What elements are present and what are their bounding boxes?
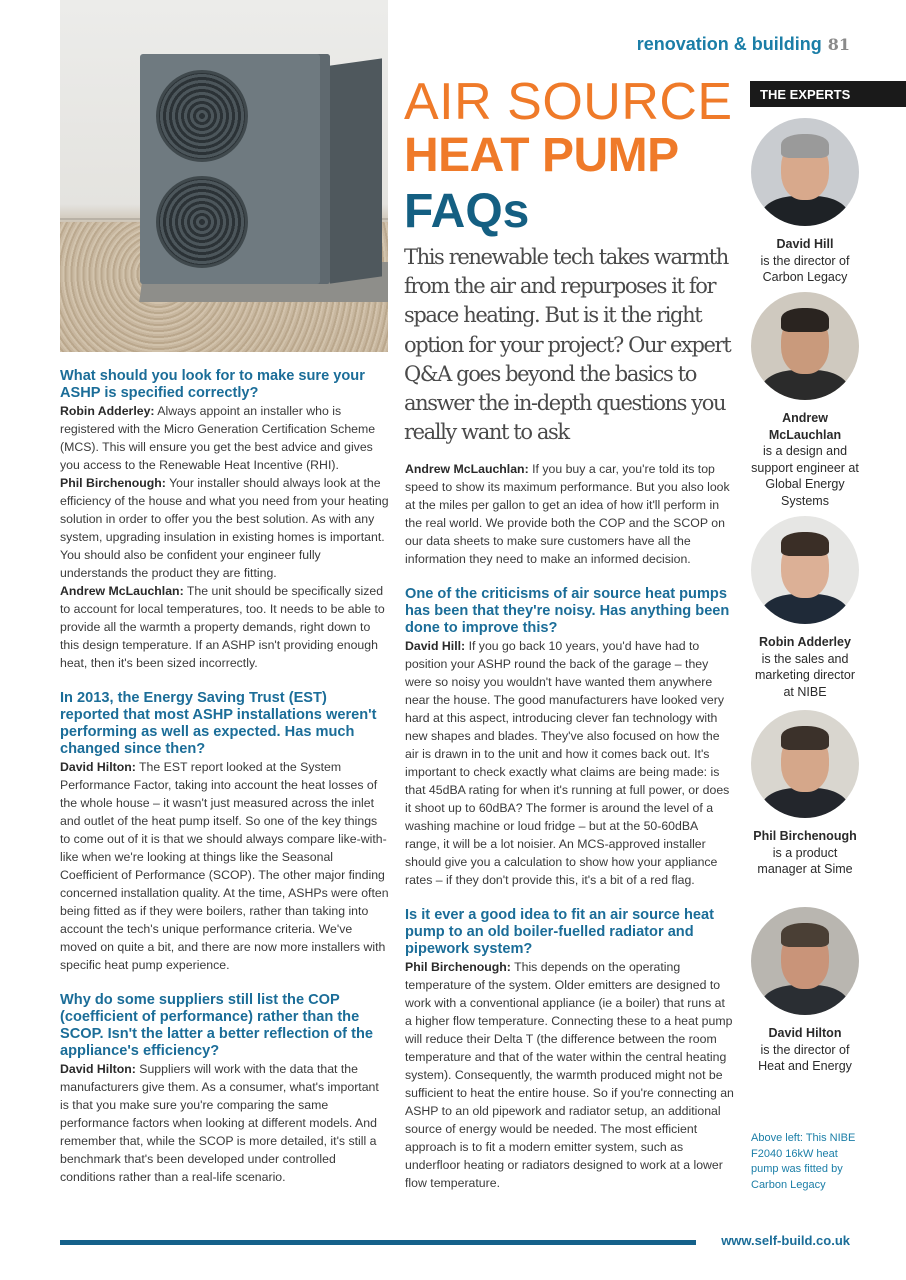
expert-role: is the director of Heat and Energy xyxy=(758,1042,852,1073)
speaker-name: Andrew McLauchlan: xyxy=(60,584,184,598)
avatar xyxy=(751,710,859,818)
speaker-name: Robin Adderley: xyxy=(60,404,155,418)
avatar xyxy=(751,118,859,226)
section-label: renovation & building 81 xyxy=(636,34,850,54)
avatar xyxy=(751,907,859,1015)
intro-standfirst: This renewable tech takes warmth from the air and repurposes it for space heating. But is it the right option for your project? Our expert Q&A goes beyond the basics to answer the in-depth questions you really want to ask xyxy=(404,245,731,445)
page-number: 81 xyxy=(827,35,850,54)
answer-text: If you buy a car, you're told its top speed to show its maximum performance. But you also look at the miles per gallon to get an idea of how it'll perform in the real world. We provide both the COP and the SCOP on our data sheets to make sure customers have all the information they need to make an informed decision. xyxy=(405,462,730,566)
answer-text: The unit should be specifically sized to account for local temperatures, too. It needs to be able to provide all the warmth a property demands, right down to this design temperature. If an ASHP isn't providing enough heat, then it's been sized incorrectly. xyxy=(60,584,385,670)
expert-name: David Hilton xyxy=(768,1026,842,1040)
speaker-name: David Hilton: xyxy=(60,760,136,774)
speaker-name: Phil Birchenough: xyxy=(60,476,166,490)
expert-role: is a product manager at Sime xyxy=(757,845,853,876)
answer-text: Always appoint an installer who is registered with the Micro Generation Certification Scheme (MCS). This will ensure you get the best advice and gives you access to the Renewable Heat Incentive (RHI). xyxy=(60,404,376,472)
answer-text: This depends on the operating temperature of the system. Older emitters are designed to work with a conventional appliance (ie a boiler) that runs at a higher flow temperature. Connecting these to a heat pump will reduce their Delta T (the difference between the room temperature and that of the water within the central heating system). Consequently, the warmth produced might not be sufficient to heat the entire house. So if you're connecting an ASHP to an old pipework and radiator setup, an additional source of energy would be needed. The most efficient approach is to fit a modern emitter system, such as underfloor heating or radiators designed to work at a lower flow temperature. xyxy=(405,960,734,1190)
footer-url[interactable]: www.self-build.co.uk xyxy=(721,1233,850,1248)
question-heading: Is it ever a good idea to fit an air source heat pump to an old boiler-fuelled radiator and pipework system? xyxy=(405,907,714,957)
fan-grille xyxy=(156,70,248,162)
expert-card xyxy=(750,118,860,286)
title-line-2: HEAT PUMP xyxy=(404,129,679,182)
title-line-3: FAQs xyxy=(404,185,530,238)
footer-rule xyxy=(60,1240,696,1245)
speaker-name: Phil Birchenough: xyxy=(405,960,511,974)
heat-pump-photo xyxy=(60,0,388,352)
speaker-name: David Hilton: xyxy=(60,1062,136,1076)
answer-text: The EST report looked at the System Performance Factor, taking into account the heat losses of the whole house – it wasn't just measured across the inlet and outlet of the heat pump itself. So one of the key things to come out of it is that we should always compare like-with-like when we're looking at things like the Seasonal Coefficient of Performance (SCOP). The other major finding concerned installation quality. At the time, ASHPs were often being fitted as if they were boilers, rather than taking into account the tech's unique performance criteria. We've moved on quite a bit, and there are now more installers with specific heat pump experience. xyxy=(60,760,389,972)
question-heading: Why do some suppliers still list the COP (coefficient of performance) rather than the SCOP. Isn't the latter a better reflection of the appliance's efficiency? xyxy=(60,992,373,1059)
question-heading: In 2013, the Energy Saving Trust (EST) reported that most ASHP installations weren't performing as well as expected. Has much changed since then? xyxy=(60,690,377,757)
question-heading: One of the criticisms of air source heat pumps has been that they're noisy. Has anything been done to improve this? xyxy=(405,586,730,636)
expert-card xyxy=(750,292,860,509)
expert-role: is the sales and marketing director at NIBE xyxy=(754,651,856,699)
answer-text: If you go back 10 years, you'd have had to position your ASHP round the back of the garage – they were so noisy you wouldn't have wanted them anywhere near the house. The good manufacturers have looked very hard at this aspect, introducing clever fan technology with new shapes and blades. They've also focused on how the air is drawn in to the unit and how it comes back out. It's important to check exactly what claims are being made: is that 45dBA rating for when it's running at full power, or does it shoot up to 60dBA? The former is around the level of a washing machine or loud fridge – but at the 50-60dBA range, it will be a lot noisier. An MCS-approved installer should give you a calculation to show how your appliance rates – if they don't provide this, it's a bit of a red flag. xyxy=(405,639,730,887)
expert-card xyxy=(750,710,860,878)
expert-role: is the director of Carbon Legacy xyxy=(760,253,850,284)
expert-name: Phil Birchenough xyxy=(753,829,857,843)
avatar xyxy=(751,516,859,624)
middle-column xyxy=(405,460,735,1192)
title-line-1: AIR SOURCE xyxy=(404,73,733,131)
answer-text: Your installer should always look at the efficiency of the house and what you need from your heating solution in order to offer you the best solution. As with any system, upgrading insulation in existing homes is important. You should also be confident your engineer fully understands the product they are fitting. xyxy=(60,476,389,580)
expert-role: is a design and support engineer at Global Energy Systems xyxy=(751,444,859,508)
speaker-name: Andrew McLauchlan: xyxy=(405,462,529,476)
expert-card xyxy=(750,516,860,700)
speaker-name: David Hill: xyxy=(405,639,466,653)
answer-text: Suppliers will work with the data that the manufacturers give them. As a consumer, what's important is that you make sure you're comparing the same performance factors when looking at different models. And remember that, while the SCOP is more detailed, it's still a benchmark that's been developed under controlled conditions rather than a real-life scenario. xyxy=(60,1062,379,1184)
left-column xyxy=(60,368,390,1186)
expert-name: David Hill xyxy=(776,237,834,251)
expert-name: Robin Adderley xyxy=(759,635,851,649)
experts-label: THE EXPERTS xyxy=(750,81,906,107)
fan-grille xyxy=(156,176,248,268)
expert-name: Andrew McLauchlan xyxy=(768,411,842,442)
avatar xyxy=(751,292,859,400)
question-heading: What should you look for to make sure your ASHP is specified correctly? xyxy=(60,368,365,401)
photo-caption: Above left: This NIBE F2040 16kW heat pump was fitted by Carbon Legacy xyxy=(751,1132,856,1191)
expert-card xyxy=(750,907,860,1075)
